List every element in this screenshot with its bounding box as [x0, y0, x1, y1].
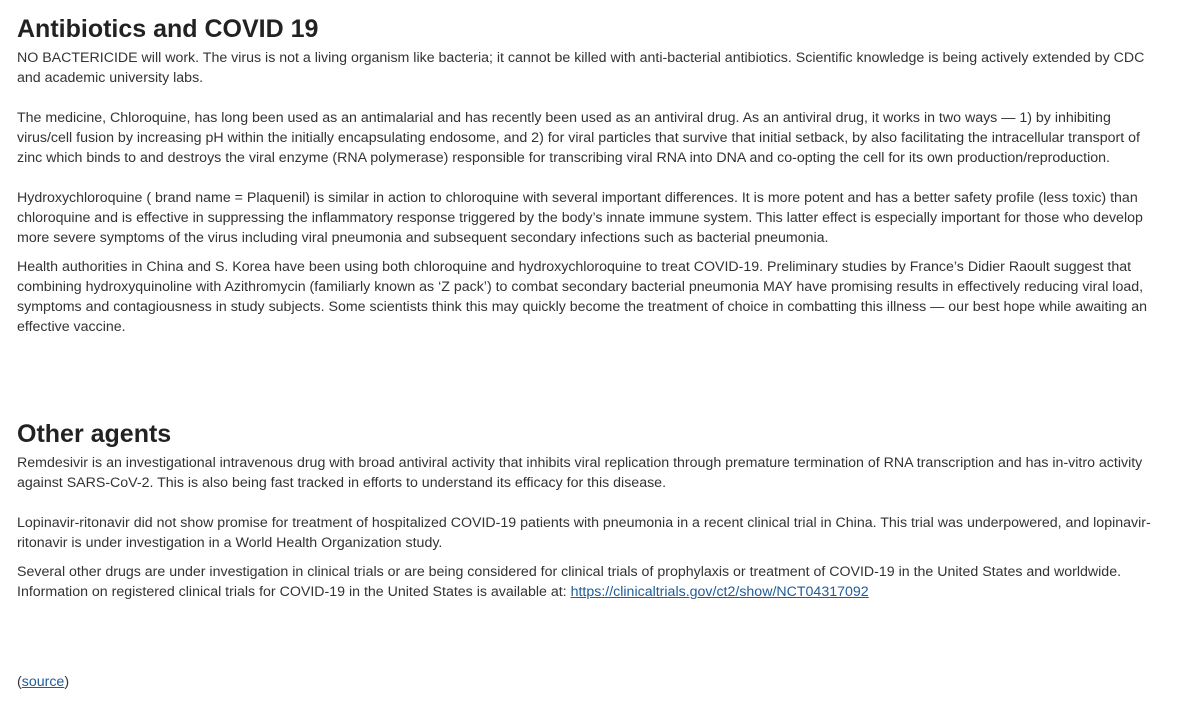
paragraph-bactericide: NO BACTERICIDE will work. The virus is not a living organism like bacteria; it cannot be killed with anti-bacterial antibiotics. Scientific knowledge is being actively extended by CDC and academic university labs.	[17, 50, 1145, 86]
paragraph-other-drugs-text: Several other drugs are under investigation in clinical trials or are being considered for clinical trials of prophylaxis or treatment of COVID-19 in the United States and worldwide. Information on registered clinical trials for COVID-19 in the United States is available at:	[17, 564, 1122, 600]
source-line	[17, 672, 1162, 692]
paragraph-hydroxychloroquine: Hydroxychloroquine ( brand name = Plaquenil) is similar in action to chloroquine with several important differences. It is more potent and has a better safety profile (less toxic) than chloroquine and is effective in suppressing the inflammatory response triggered by the body’s innate immune system. This latter effect is especially important for those who develop more severe symptoms of the virus including viral pneumonia and subsequent secondary infections such as bacterial pneumonia.	[17, 190, 1143, 246]
paragraph-remdesivir: Remdesivir is an investigational intravenous drug with broad antiviral activity that inhibits viral replication through premature termination of RNA transcription and has in-vitro activity against SARS-CoV-2. This is also being fast tracked in efforts to understand its efficacy for this disease.	[17, 455, 1143, 491]
section-heading-other-agents: Other agents	[17, 420, 172, 448]
paragraph-lopinavir: Lopinavir-ritonavir did not show promise for treatment of hospitalized COVID-19 patients with pneumonia in a recent clinical trial in China. This trial was underpowered, and lopinavir-ritonavir is under investigation in a World Health Organization study.	[17, 515, 1151, 551]
clinical-trials-link[interactable]: https://clinicaltrials.gov/ct2/show/NCT04317092	[570, 584, 869, 600]
source-open-paren: (	[17, 674, 22, 690]
paragraph-health-authorities: Health authorities in China and S. Korea have been using both chloroquine and hydroxychloroquine to treat COVID-19. Preliminary studies by France’s Didier Raoult suggest that combining hydroxyquinoline with Azithromycin (familiarly known as ‘Z pack’) to combat secondary bacterial pneumonia MAY have promising results in effectively reducing viral load, symptoms and contagiousness in study subjects. Some scientists think this may quickly become the treatment of choice in combatting this illness — our best hope while awaiting an effective vaccine.	[17, 259, 1148, 335]
source-link[interactable]: source	[21, 674, 65, 690]
paragraph-chloroquine: The medicine, Chloroquine, has long been used as an antimalarial and has recently been used as an antiviral drug. As an antiviral drug, it works in two ways — 1) by inhibiting virus/cell fusion by increasing pH within the initially encapsulating endosome, and 2) for viral particles that survive that initial setback, by also facilitating the intracellular transport of zinc which binds to and destroys the viral enzyme (RNA polymerase) responsible for transcribing viral RNA into DNA and co-opting the cell for its own production/reproduction.	[17, 110, 1140, 166]
paragraph-other-drugs	[17, 562, 1162, 602]
section-heading-antibiotics: Antibiotics and COVID 19	[17, 15, 319, 43]
source-close-paren: )	[64, 674, 70, 690]
